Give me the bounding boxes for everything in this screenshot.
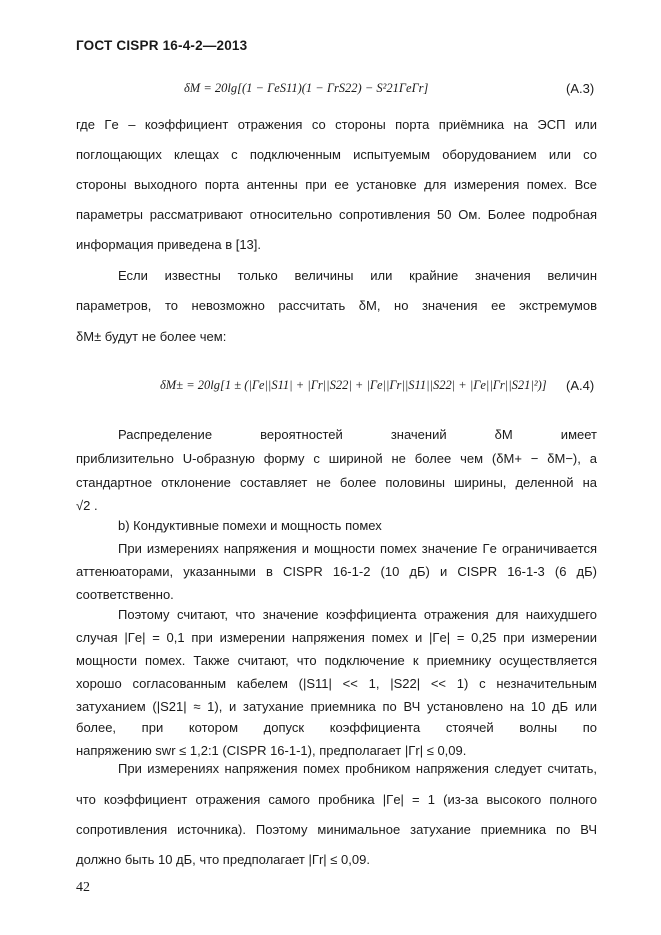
text-line: сопротивления источника). Поэтому минимальное затухание приемника по ВЧ	[76, 822, 597, 837]
text-line: информация приведена в [13].	[76, 237, 262, 252]
text-line: аттенюаторами, указанными в CISPR 16-1-2 (10 дБ) и CISPR 16-1-3 (6 дБ)	[76, 564, 597, 579]
text-line: хорошо согласованным кабелем (|S11| << 1, |S22| << 1) с незначительным	[76, 676, 597, 691]
text-line: приблизительно U-образную форму с шириной не более чем (δM+ − δM−), а	[76, 451, 597, 466]
page-number: 42	[76, 880, 90, 895]
section-heading: b) Кондуктивные помехи и мощность помех	[118, 518, 382, 533]
text-line: δM± будут не более чем:	[76, 329, 227, 344]
text-line: Если известны только величины или крайние значения величин	[118, 268, 597, 283]
document-header: ГОСТ CISPR 16-4-2—2013	[76, 38, 248, 53]
text-line: где Γe – коэффициент отражения со стороны порта приёмника на ЭСП или	[76, 117, 597, 132]
text-line: √2 .	[76, 498, 98, 513]
formula-a3-label: (А.3)	[566, 81, 595, 96]
text-line: что коэффициент отражения самого пробника |Γe| = 1 (из-за высокого полного	[76, 792, 597, 807]
formula-a3: δM = 20lg[(1 − ΓeS11)(1 − ΓrS22) − S²21ΓeΓr]	[184, 81, 429, 95]
text-line: должно быть 10 дБ, что предполагает |Γr| ≤ 0,09.	[76, 852, 370, 867]
text-line: стандартное отклонение составляет не более половины ширины, деленной на	[76, 475, 597, 490]
text-line: случая |Γe| = 0,1 при измерении напряжения помех и |Γe| = 0,25 при измерении	[76, 630, 597, 645]
text-line: поглощающих клещах с подключенным испытуемым оборудованием или со	[76, 147, 597, 162]
text-line: Поэтому считают, что значение коэффициента отражения для наихудшего	[118, 607, 597, 622]
text-line: параметров, то невозможно рассчитать δM, но значения ее экстремумов	[76, 298, 597, 313]
text-line: затуханием (|S21| ≈ 1), и затухание приемника по ВЧ установлено на 10 дБ или	[76, 699, 597, 714]
text-line: более, при котором допуск коэффициента стоячей волны по	[76, 720, 597, 735]
formula-a4-label: (А.4)	[566, 378, 595, 393]
text-line: соответственно.	[76, 587, 174, 602]
text-line: параметры рассматривают относительно сопротивления 50 Ом. Более подробная	[76, 207, 597, 222]
formula-a4: δM± = 20lg[1 ± (|Γe||S11| + |Γr||S22| + |Γe||Γr||S11||S22| + |Γe||Γr||S21|²)]	[160, 378, 547, 392]
text-line: напряжению swr ≤ 1,2:1 (CISPR 16-1-1), предполагает |Γr| ≤ 0,09.	[76, 743, 467, 758]
text-line: При измерениях напряжения и мощности помех значение Γe ограничивается	[118, 541, 597, 556]
text-line: мощности помех. Также считают, что подключение к приемнику осуществляется	[76, 653, 597, 668]
text-line: стороны выходного порта антенны при ее установке для измерения помех. Все	[76, 177, 597, 192]
text-line: Распределение вероятностей значений δM имеет	[118, 427, 597, 442]
text-line: При измерениях напряжения помех пробником напряжения следует считать,	[118, 761, 597, 776]
